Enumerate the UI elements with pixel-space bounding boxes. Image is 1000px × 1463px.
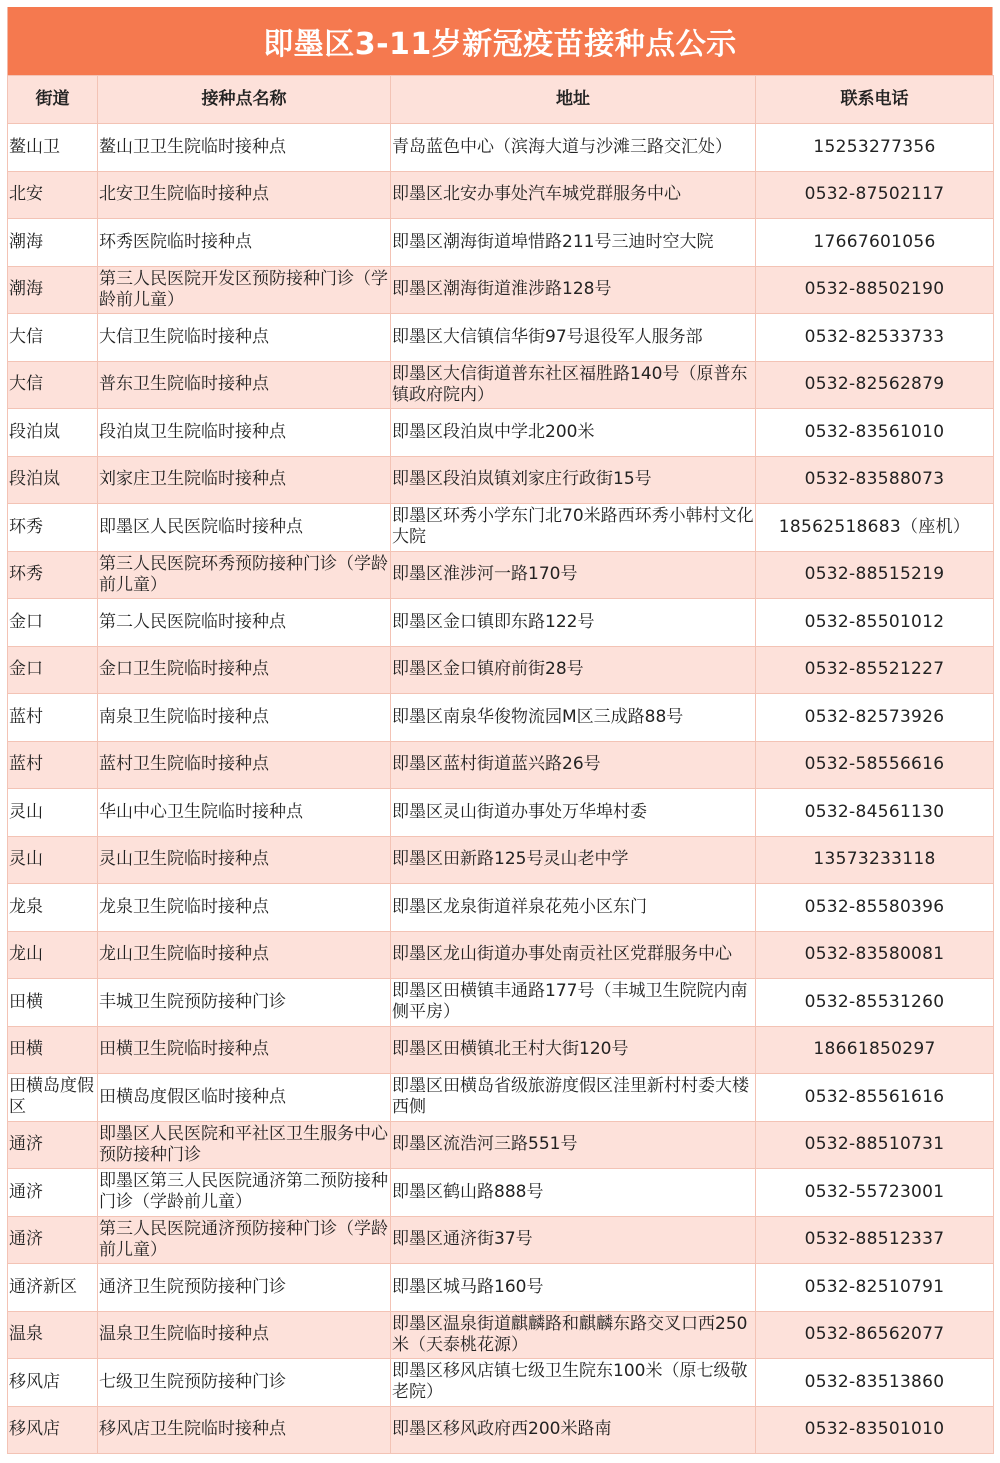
cell-site-name: 普东卫生院临时接种点 (98, 361, 391, 409)
cell-street: 大信 (8, 314, 98, 362)
cell-phone: 0532-87502117 (756, 171, 994, 219)
table-row (8, 171, 994, 219)
cell-site-name: 鳌山卫卫生院临时接种点 (98, 124, 391, 172)
cell-street: 龙泉 (8, 884, 98, 932)
table-row (8, 551, 994, 599)
table-row (8, 741, 994, 789)
cell-site-name: 移风店卫生院临时接种点 (98, 1406, 391, 1454)
cell-site-name: 华山中心卫生院临时接种点 (98, 789, 391, 837)
cell-phone: 0532-82533733 (756, 314, 994, 362)
cell-phone: 0532-86562077 (756, 1311, 994, 1359)
vaccination-sites-table (7, 75, 994, 1454)
cell-phone: 18661850297 (756, 1026, 994, 1074)
column-header-address: 地址 (391, 76, 756, 124)
cell-street: 通济新区 (8, 1264, 98, 1312)
cell-address: 即墨区田新路125号灵山老中学 (391, 836, 756, 884)
cell-phone: 0532-58556616 (756, 741, 994, 789)
table-row (8, 1264, 994, 1312)
cell-site-name: 灵山卫生院临时接种点 (98, 836, 391, 884)
cell-street: 田横 (8, 1026, 98, 1074)
cell-street: 潮海 (8, 219, 98, 267)
cell-street: 蓝村 (8, 741, 98, 789)
cell-phone: 0532-85580396 (756, 884, 994, 932)
cell-street: 温泉 (8, 1311, 98, 1359)
cell-phone: 18562518683（座机） (756, 504, 994, 552)
cell-street: 灵山 (8, 789, 98, 837)
cell-address: 即墨区鹤山路888号 (391, 1169, 756, 1217)
cell-street: 环秀 (8, 504, 98, 552)
cell-phone: 0532-82573926 (756, 694, 994, 742)
cell-phone: 0532-83501010 (756, 1406, 994, 1454)
table-row (8, 789, 994, 837)
cell-site-name: 段泊岚卫生院临时接种点 (98, 409, 391, 457)
table-body (8, 124, 994, 1454)
table-row (8, 1169, 994, 1217)
cell-site-name: 丰城卫生院预防接种门诊 (98, 979, 391, 1027)
cell-site-name: 龙泉卫生院临时接种点 (98, 884, 391, 932)
cell-phone: 0532-83561010 (756, 409, 994, 457)
cell-phone: 0532-85501012 (756, 599, 994, 647)
cell-site-name: 南泉卫生院临时接种点 (98, 694, 391, 742)
cell-phone: 0532-83580081 (756, 931, 994, 979)
cell-street: 龙山 (8, 931, 98, 979)
cell-address: 即墨区潮海街道埠惜路211号三迪时空大院 (391, 219, 756, 267)
cell-address: 即墨区城马路160号 (391, 1264, 756, 1312)
table-row (8, 219, 994, 267)
cell-phone: 13573233118 (756, 836, 994, 884)
cell-street: 大信 (8, 361, 98, 409)
vaccination-sites-sheet (7, 7, 993, 1454)
table-row (8, 1311, 994, 1359)
cell-address: 即墨区环秀小学东门北70米路西环秀小韩村文化大院 (391, 504, 756, 552)
cell-site-name: 金口卫生院临时接种点 (98, 646, 391, 694)
table-row (8, 1406, 994, 1454)
table-row (8, 1121, 994, 1169)
cell-site-name: 北安卫生院临时接种点 (98, 171, 391, 219)
cell-site-name: 即墨区人民医院临时接种点 (98, 504, 391, 552)
table-row (8, 979, 994, 1027)
cell-site-name: 温泉卫生院临时接种点 (98, 1311, 391, 1359)
cell-street: 北安 (8, 171, 98, 219)
table-row (8, 409, 994, 457)
cell-phone: 0532-82510791 (756, 1264, 994, 1312)
cell-street: 潮海 (8, 266, 98, 314)
cell-site-name: 通济卫生院预防接种门诊 (98, 1264, 391, 1312)
cell-site-name: 七级卫生院预防接种门诊 (98, 1359, 391, 1407)
table-row (8, 646, 994, 694)
cell-street: 金口 (8, 599, 98, 647)
cell-site-name: 刘家庄卫生院临时接种点 (98, 456, 391, 504)
cell-street: 通济 (8, 1169, 98, 1217)
cell-address: 即墨区温泉街道麒麟路和麒麟东路交叉口西250米（天泰桃花源） (391, 1311, 756, 1359)
table-row (8, 1074, 994, 1122)
cell-address: 即墨区龙泉街道祥泉花苑小区东门 (391, 884, 756, 932)
cell-street: 段泊岚 (8, 409, 98, 457)
cell-site-name: 第三人民医院开发区预防接种门诊（学龄前儿童） (98, 266, 391, 314)
cell-street: 田横岛度假区 (8, 1074, 98, 1122)
cell-street: 移风店 (8, 1406, 98, 1454)
cell-phone: 15253277356 (756, 124, 994, 172)
cell-address: 即墨区移风店镇七级卫生院东100米（原七级敬老院） (391, 1359, 756, 1407)
cell-address: 即墨区淮涉河一路170号 (391, 551, 756, 599)
table-header-row (8, 76, 994, 124)
cell-street: 灵山 (8, 836, 98, 884)
cell-street: 环秀 (8, 551, 98, 599)
cell-address: 即墨区大信镇信华街97号退役军人服务部 (391, 314, 756, 362)
table-row (8, 124, 994, 172)
cell-address: 即墨区北安办事处汽车城党群服务中心 (391, 171, 756, 219)
cell-address: 即墨区金口镇即东路122号 (391, 599, 756, 647)
column-header-street: 街道 (8, 76, 98, 124)
table-row (8, 314, 994, 362)
cell-address: 即墨区流浩河三路551号 (391, 1121, 756, 1169)
cell-site-name: 第三人民医院通济预防接种门诊（学龄前儿童） (98, 1216, 391, 1264)
cell-street: 段泊岚 (8, 456, 98, 504)
cell-street: 金口 (8, 646, 98, 694)
cell-site-name: 田横岛度假区临时接种点 (98, 1074, 391, 1122)
table-row (8, 361, 994, 409)
cell-address: 青岛蓝色中心（滨海大道与沙滩三路交汇处） (391, 124, 756, 172)
cell-street: 鳌山卫 (8, 124, 98, 172)
cell-address: 即墨区龙山街道办事处南贡社区党群服务中心 (391, 931, 756, 979)
cell-address: 即墨区通济街37号 (391, 1216, 756, 1264)
cell-phone: 0532-88515219 (756, 551, 994, 599)
cell-address: 即墨区段泊岚中学北200米 (391, 409, 756, 457)
cell-phone: 0532-88502190 (756, 266, 994, 314)
cell-address: 即墨区移风政府西200米路南 (391, 1406, 756, 1454)
table-row (8, 1026, 994, 1074)
cell-street: 通济 (8, 1121, 98, 1169)
cell-site-name: 龙山卫生院临时接种点 (98, 931, 391, 979)
cell-phone: 0532-83588073 (756, 456, 994, 504)
cell-phone: 0532-84561130 (756, 789, 994, 837)
cell-phone: 0532-55723001 (756, 1169, 994, 1217)
cell-address: 即墨区南泉华俊物流园M区三成路88号 (391, 694, 756, 742)
table-row (8, 1359, 994, 1407)
table-row (8, 599, 994, 647)
cell-address: 即墨区潮海街道淮涉路128号 (391, 266, 756, 314)
cell-street: 移风店 (8, 1359, 98, 1407)
cell-phone: 0532-85531260 (756, 979, 994, 1027)
cell-address: 即墨区金口镇府前街28号 (391, 646, 756, 694)
table-row (8, 504, 994, 552)
cell-phone: 0532-85561616 (756, 1074, 994, 1122)
table-row (8, 266, 994, 314)
cell-site-name: 即墨区人民医院和平社区卫生服务中心预防接种门诊 (98, 1121, 391, 1169)
cell-phone: 17667601056 (756, 219, 994, 267)
page-title: 即墨区3-11岁新冠疫苗接种点公示 (7, 7, 993, 75)
cell-site-name: 第三人民医院环秀预防接种门诊（学龄前儿童） (98, 551, 391, 599)
cell-site-name: 蓝村卫生院临时接种点 (98, 741, 391, 789)
cell-address: 即墨区田横镇丰通路177号（丰城卫生院院内南侧平房） (391, 979, 756, 1027)
cell-address: 即墨区大信街道普东社区福胜路140号（原普东镇政府院内） (391, 361, 756, 409)
cell-address: 即墨区段泊岚镇刘家庄行政街15号 (391, 456, 756, 504)
cell-address: 即墨区灵山街道办事处万华埠村委 (391, 789, 756, 837)
table-row (8, 836, 994, 884)
column-header-phone: 联系电话 (756, 76, 994, 124)
cell-site-name: 环秀医院临时接种点 (98, 219, 391, 267)
cell-street: 蓝村 (8, 694, 98, 742)
cell-street: 通济 (8, 1216, 98, 1264)
table-row (8, 931, 994, 979)
column-header-site-name: 接种点名称 (98, 76, 391, 124)
table-row (8, 456, 994, 504)
cell-phone: 0532-85521227 (756, 646, 994, 694)
cell-site-name: 田横卫生院临时接种点 (98, 1026, 391, 1074)
cell-phone: 0532-82562879 (756, 361, 994, 409)
cell-site-name: 即墨区第三人民医院通济第二预防接种门诊（学龄前儿童） (98, 1169, 391, 1217)
cell-street: 田横 (8, 979, 98, 1027)
table-row (8, 884, 994, 932)
table-row (8, 694, 994, 742)
cell-address: 即墨区蓝村街道蓝兴路26号 (391, 741, 756, 789)
cell-phone: 0532-88512337 (756, 1216, 994, 1264)
cell-site-name: 第二人民医院临时接种点 (98, 599, 391, 647)
cell-phone: 0532-83513860 (756, 1359, 994, 1407)
table-row (8, 1216, 994, 1264)
cell-address: 即墨区田横岛省级旅游度假区洼里新村村委大楼西侧 (391, 1074, 756, 1122)
cell-phone: 0532-88510731 (756, 1121, 994, 1169)
cell-site-name: 大信卫生院临时接种点 (98, 314, 391, 362)
cell-address: 即墨区田横镇北王村大街120号 (391, 1026, 756, 1074)
